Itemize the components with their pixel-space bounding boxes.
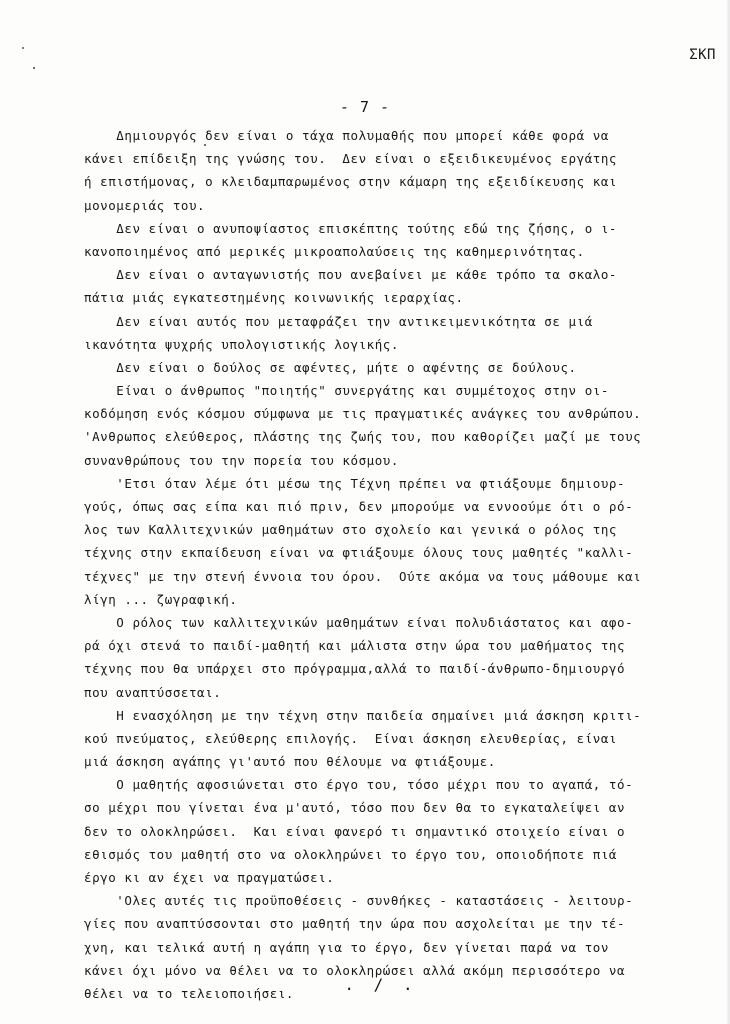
text-line: λος των Καλλιτεχνικών μαθημάτων στο σχολείο και γενικά ο ρόλος της <box>84 522 617 538</box>
text-line: σο μέχρι που γίνεται ένα μ'αυτό, τόσο που δεν θα το εγκαταλείψει αν <box>84 800 626 816</box>
text-line: κού πνεύματος, ελεύθερης επιλογής. Είναι άσκηση ελευθερίας, είναι <box>84 730 617 746</box>
text-line: τέχνης στην εκπαίδευση είναι να φτιάξουμε όλους τους μαθητές "καλλι- <box>84 545 634 561</box>
text-line: τέχνες" με την στενή έννοια του όρου. Ούτε ακόμα να τους μάθουμε και <box>84 568 642 584</box>
text-line: εθισμός του μαθητή στο να ολοκληρώνει το έργο του, οποιοδήποτε πιά <box>84 846 617 862</box>
text-line: Η ενασχόληση με την τέχνη στην παιδεία σημαίνει μιά άσκηση κριτι- <box>84 707 642 723</box>
text-line: έργο κι αν έχει να πραγματώσει. <box>84 870 335 885</box>
text-line: 'Ανθρωπος ελεύθερος, πλάστης της ζωής του, που καθορίζει μαζί με τους <box>84 429 642 445</box>
text-line: λίγη ... ζωγραφική. <box>84 591 238 607</box>
text-line: Δημιουργός δεν είναι ο τάχα πολυμαθής που μπορεί κάθε φορά να <box>84 128 609 143</box>
text-line: ικανότητα ψυχρής υπολογιστικής λογικής. <box>84 336 399 352</box>
text-line: τέχνης που θα υπάρχει στο πρόγραμμα,αλλά το παιδί-άνθρωπο-δημιουργό <box>84 661 626 677</box>
text-line: κάνει όχι μόνο να θέλει να το ολοκληρώσει αλλά ακόμη περισσότερο να <box>84 962 626 978</box>
text-line: Δεν είναι ο ανυποψίαστος επισκέπτης τούτης εδώ της ζήσης, ο ι- <box>84 220 617 236</box>
text-line: που αναπτύσσεται. <box>84 684 222 700</box>
text-line: Είναι ο άνθρωπος "ποιητής" συνεργάτης και συμμέτοχος στην οι- <box>84 383 609 399</box>
scan-speck <box>33 67 35 69</box>
page-number: - 7 - <box>339 98 391 116</box>
body-text <box>84 124 684 1005</box>
text-line: 'Ετσι όταν λέμε ότι μέσω της Τέχνη πρέπει να φτιάξουμε δημιουρ- <box>84 475 626 491</box>
text-line: Ο μαθητής αφοσιώνεται στο έργο του, τόσο μέχρι που το αγαπά, τό- <box>84 777 634 793</box>
text-line: Δεν είναι αυτός που μεταφράζει την αντικειμενικότητα σε μιά <box>84 313 593 329</box>
text-line: μονομεριάς του. <box>84 197 206 213</box>
text-line: Ο ρόλος των καλλιτεχνικών μαθημάτων είναι πολυδιάστατος και αφο- <box>84 614 634 630</box>
text-line: Δεν είναι ο δούλος σε αφέντες, μήτε ο αφέντης σε δούλους. <box>84 359 577 375</box>
text-line: χνη, και τελικά αυτή η αγάπη για το έργο, δεν γίνεται παρά να τον <box>84 939 609 955</box>
text-line: γούς, όπως σας είπα και πιό πριν, δεν μπορούμε να εννοούμε ότι ο ρό- <box>84 499 634 514</box>
text-line: ή επιστήμονας, ο κλειδαμπαρωμένος στην κάμαρη της εξειδίκευσης και <box>84 174 617 190</box>
text-line: Δεν είναι ο ανταγωνιστής που ανεβαίνει με κάθε τρόπο τα σκαλο- <box>84 267 617 283</box>
text-line: γίες που αναπτύσσονται στο μαθητή την ώρα που ασχολείται με την τέ- <box>84 916 626 932</box>
text-line: κάνει επίδειξη της γνώσης του. Δεν είναι ο εξειδικευμένος εργάτης <box>84 151 617 167</box>
text-line: ρά όχι στενά το παιδί-μαθητή και μάλιστα στην ώρα του μαθήματος της <box>84 638 626 654</box>
text-line: 'Ολες αυτές τις προϋποθέσεις - συνθήκες - καταστάσεις - λειτουρ- <box>84 893 634 909</box>
scan-speck <box>22 47 24 49</box>
text-line: θέλει να το τελειοποιήσει. <box>84 985 294 1001</box>
text-line: μιά άσκηση αγάπης γι'αυτό που θέλουμε να φτιάξουμε. <box>84 754 496 770</box>
text-line: κοδόμηση ενός κόσμου σύμφωνα με τις πραγματικές ανάγκες του ανθρώπου. <box>84 406 642 422</box>
corner-mark: ΣΚΠ <box>689 47 716 63</box>
text-line: δεν το ολοκληρώσει. Και είναι φανερό τι σημαντικό στοιχείο είναι ο <box>84 823 626 839</box>
text-line: συνανθρώπους του την πορεία του κόσμου. <box>84 452 399 468</box>
continuation-mark: . / . <box>344 975 418 994</box>
text-line: κανοποιημένος από μερικές μικροαπολαύσεις της καθημερινότητας. <box>84 243 585 259</box>
text-line: πάτια μιάς εγκατεστημένης κοινωνικής ιεραρχίας. <box>84 290 464 306</box>
